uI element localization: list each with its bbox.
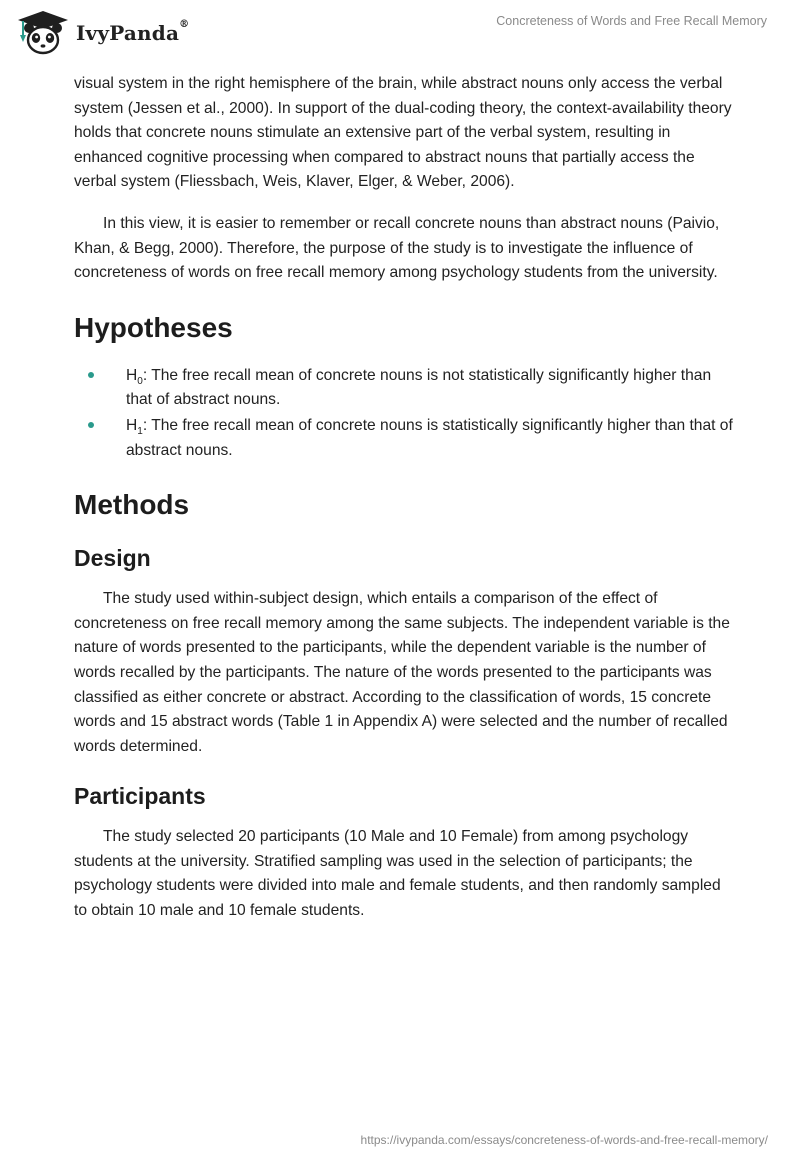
hypotheses-heading: Hypotheses: [74, 311, 233, 343]
brand-name: IvyPanda®: [76, 19, 190, 45]
methods-heading: Methods: [74, 489, 190, 521]
list-item: $H_0$: The free recall mean of concrete nouns is not statistically significantly higher than that of abstract nouns.: [74, 364, 734, 413]
list-item: $H_1$: The free recall mean of concrete nouns is statistically significantly higher than that of abstract nouns.: [74, 414, 734, 463]
bullet-icon: [88, 372, 94, 378]
hypotheses-list: [74, 364, 734, 463]
source-url[interactable]: https://ivypanda.com/essays/concreteness-of-words-and-free-recall-memory/: [360, 1133, 768, 1147]
bullet-icon: [88, 422, 94, 428]
article-body: [74, 72, 734, 941]
intro-paragraph: In this view, it is easier to remember or recall concrete nouns than abstract nouns (Paivio, Khan, & Begg, 2000). Therefore, the purpose of the study is to investigate the influence of concreteness of words on free recall memory among psychology students from the university.: [74, 214, 720, 282]
participants-paragraph: The study selected 20 participants (10 Male and 10 Female) from among psychology students at the university. Stratified sampling was used in the selection of participants; the psychology students were divided into male and female students, and then randomly sampled to obtain 10 male and 10 female students.: [74, 828, 721, 920]
running-title: Concreteness of Words and Free Recall Memory: [496, 14, 767, 28]
design-heading: Design: [74, 545, 151, 572]
intro-paragraph-continued: visual system in the right hemisphere of the brain, while abstract nouns only access the verbal system (Jessen et al., 2000). In support of the dual-coding theory, the context-availability theory holds that concrete nouns stimulate an extensive part of the verbal system, resulting in enhanced cognitive processing when compared to abstract nouns that partially access the verbal system (Fliessbach, Weis, Klaver, Elger, & Weber, 2006).: [74, 75, 732, 191]
design-paragraph: The study used within-subject design, which entails a comparison of the effect of concreteness on free recall memory among the same subjects. The independent variable is the nature of words presented to the participants, while the dependent variable is the number of words recalled by the participants. The nature of the words presented to the participants was classified as either concrete or abstract. According to the classification of words, 15 concrete words and 15 abstract words (Table 1 in Appendix A) were selected and the number of recalled words determined.: [74, 590, 730, 755]
participants-heading: Participants: [74, 783, 206, 810]
page-header: [0, 0, 800, 64]
panda-graduate-icon: [14, 8, 72, 58]
logo[interactable]: [14, 8, 189, 58]
